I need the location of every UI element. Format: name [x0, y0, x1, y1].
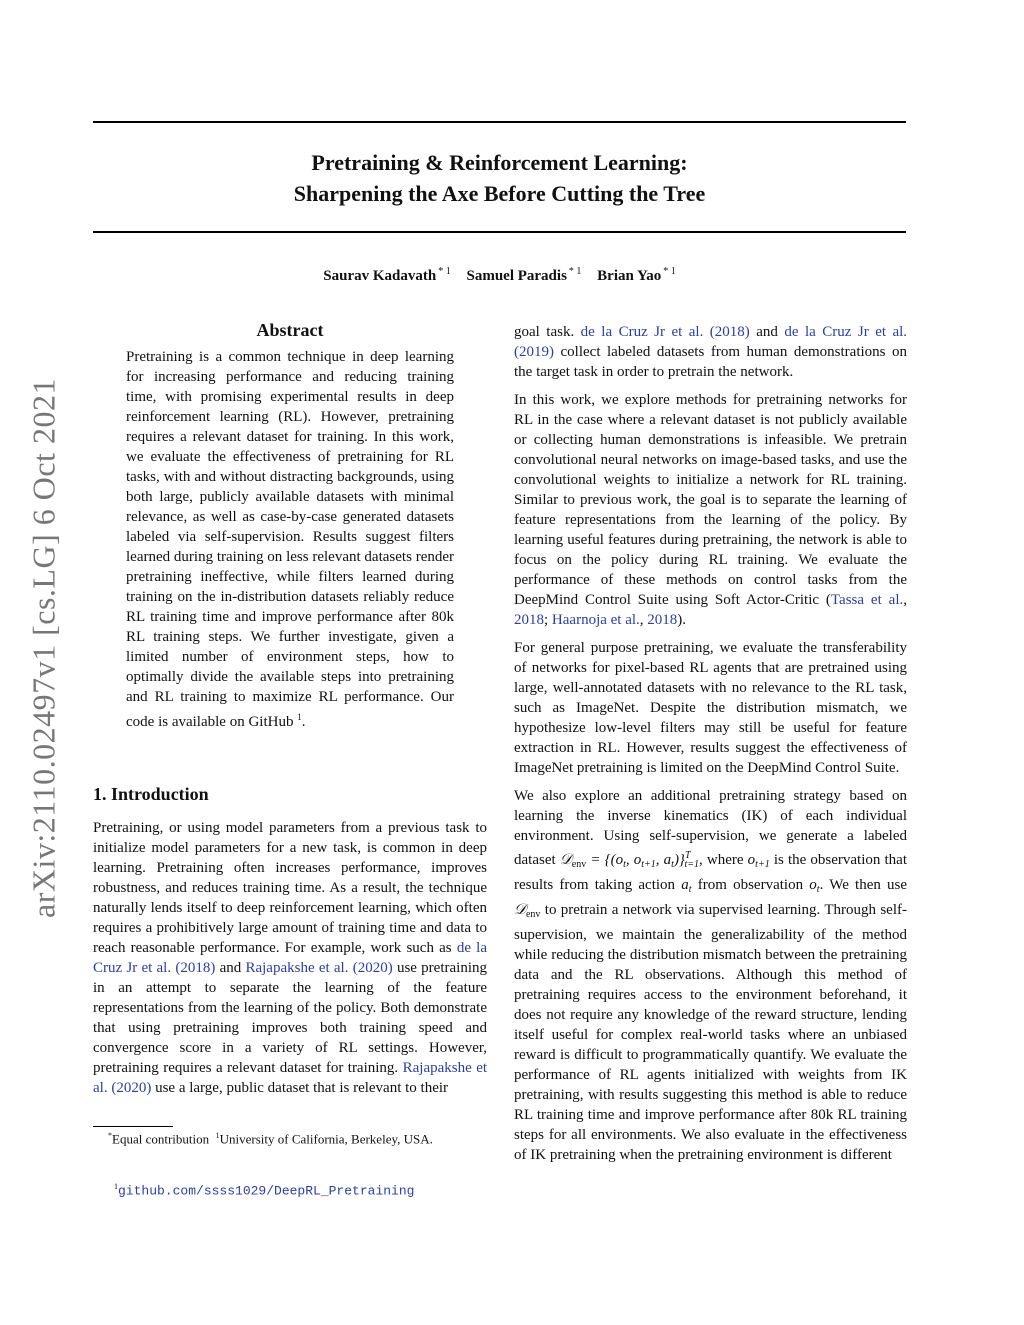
title-line-2: Sharpening the Axe Before Cutting the Tree	[293, 181, 706, 206]
paragraph: In this work, we explore methods for pretraining networks for RL in the case where a relevant dataset is not publicly available or collecting human demonstrations is infeasible. We pretrain convolutional neural networks on image-based tasks, and use the convolutional weights to initialize a network for RL training. Similar to previous work, the goal is to separate the learning of feature representations from the learning of the policy. By learning useful features during pretraining, the network is able to focus on the policy during RL training. We evaluate the performance of these methods on control tasks from the DeepMind Control Suite using Soft Actor-Critic (Tassa et al., 2018; Haarnoja et al., 2018).	[514, 392, 907, 628]
introduction-body: Pretraining, or using model parameters from a previous task to initialize model parameters for a new task, is common in deep learning. Pretraining often increases performance, improves robustness, and reduces training time. As a result, the technique naturally lends itself to deep reinforcement learning, which often requires a prohibitively large amount of training time and data to reach reasonable performance. For example, work such as de la Cruz Jr et al. (2018) and Rajapakshe et al. (2020) use pretraining in an attempt to separate the learning of the feature representations from the learning of the policy. Both demonstrate that using pretraining improves both training speed and convergence score in a variety of RL settings. However, pretraining requires a relevant dataset for training. Rajapakshe et al. (2020) use a large, public dataset that is relevant to their	[93, 820, 488, 1096]
citation-year-link[interactable]: 2018	[514, 612, 544, 628]
abstract-heading: Abstract	[256, 320, 324, 340]
math-dataset-symbol: 𝒟$_{env}$	[514, 902, 541, 920]
arxiv-id: arXiv:2110.02497v1 [cs.LG] 6 Oct 2021	[25, 378, 62, 918]
paragraph: goal task. de la Cruz Jr et al. (2018) and de la Cruz Jr et al. (2019) collect labeled datasets from human demonstrations on the target task in order to pretrain the network.	[514, 324, 908, 380]
section-heading-introduction: 1. Introduction	[93, 784, 209, 804]
citation-year-link[interactable]: (2019)	[514, 344, 554, 360]
footnote-ref[interactable]: 1	[297, 712, 302, 722]
title-top-rule	[93, 121, 906, 123]
citation-year-link[interactable]: (2020)	[352, 960, 393, 976]
abstract-body: Pretraining is a common technique in deep learning for increasing performance and reducing training time, with promising experimental results in deep reinforcement learning (RL). However, pretraining requires a relevant dataset for training. In this work, we evaluate the effectiveness of pretraining for RL tasks, with and without distracting backgrounds, using both large, publicly available datasets with minimal relevance, as well as case-by-case generated datasets labeled via self-supervision. Results suggest filters learned during training on less relevant datasets render pretraining ineffective, while filters learned during training on the in-distribution datasets reliably reduce RL training time and improve performance after 80k RL training steps. We further investigate, given a limited number of environment steps, how to optimally divide the available steps into pretraining and RL training to maximize RL performance. Our code is available on GitHub $^1$.	[126, 349, 454, 730]
citation-link[interactable]: Rajapakshe et al.	[245, 960, 349, 976]
math-next-observation: $o_{t+1}$	[747, 852, 770, 870]
citation-link[interactable]: Tassa et al.	[830, 592, 904, 608]
arxiv-stamp	[0, 0, 72, 1325]
citation-link[interactable]: de la Cruz Jr et al.	[580, 324, 704, 340]
paper-title	[93, 147, 906, 209]
citation-year-link[interactable]: 2018	[647, 612, 678, 628]
footnote-affiliations: *Equal contribution $^1$University of California, Berkeley, USA.	[108, 1131, 433, 1147]
title-bottom-rule	[93, 231, 906, 233]
citation-link[interactable]: Haarnoja et al.	[551, 612, 640, 628]
paragraph: For general purpose pretraining, we evaluate the transferability of networks for pixel-based RL agents that are pretrained using large, well-annotated datasets with no relevance to the RL task, such as ImageNet. Despite the distribution mismatch, we hypothesize low-level filters may still be useful for feature extraction in RL. However, results suggest the effectiveness of ImageNet pretraining is limited on the DeepMind Control Suite.	[514, 640, 907, 776]
code-url-link[interactable]: github.com/ssss1029/DeepRL_Pretraining	[118, 1183, 415, 1199]
author-list	[93, 266, 906, 285]
footnote-rule	[93, 1126, 173, 1127]
citation-year-link[interactable]: (2020)	[111, 1080, 152, 1096]
abstract-text: Pretraining is a common technique in deep learning for increasing performance and reducing training time, with promising experimental results in deep reinforcement learning (RL). However, pretraining requires a relevant dataset for training. In this work, we evaluate the effectiveness of pretraining for RL tasks, with and without distracting backgrounds, using both large, publicly available datasets with minimal relevance, as well as case-by-case generated datasets labeled via self-supervision. Results suggest filters learned during training on less relevant datasets render pretraining ineffective, while filters learned during training on the in-distribution datasets reliably reduce RL training time and improve performance after 80k RL training steps. We further investigate, given a limited number of environment steps, how to optimally divide the available steps into pretraining and RL training to maximize RL performance. Our code is available on GitHub	[126, 349, 454, 730]
citation-link[interactable]: de la Cruz Jr et al.	[784, 324, 908, 340]
math-dataset-definition: 𝒟$_{env}$ = {($o_t$, $o_{t+1}$, $a_t)\}^T_{t=1}$	[559, 850, 700, 870]
author: Saurav Kadavath $^{* 1}$	[323, 266, 451, 284]
footnote-code: $^1$github.com/ssss1029/DeepRL_Pretraining	[114, 1182, 415, 1199]
math-action: $a_t$	[681, 877, 692, 895]
citation-year-link[interactable]: (2018)	[709, 324, 750, 340]
title-line-1: Pretraining & Reinforcement Learning:	[311, 150, 688, 175]
math-observation: $o_t$	[809, 877, 820, 895]
citation-link[interactable]: Rajapakshe et al.	[93, 1060, 488, 1096]
author: Brian Yao $^{* 1}$	[597, 266, 676, 284]
citation-year-link[interactable]: (2018)	[175, 960, 216, 976]
right-column-body	[514, 322, 907, 1165]
paragraph: We also explore an additional pretraining strategy based on learning the inverse kinematics (IK) of each individual environment. Using self-supervision, we generate a labeled dataset 𝒟$_{env}$ = {($o_t$, $o_{t+1}$, $a_t)\}^T_{t=1}$, where $o_{t+1}$ is the observation that results from taking action $a_t$ from observation $o_t$. We then use 𝒟$_{env}$ to pretrain a network via supervised learning. Through self-supervision, we maintain the generalizability of the method while reducing the distribution mismatch between the pretraining data and the RL observations. Although this method of pretraining requires access to the environment beforehand, it does not require any knowledge of the reward structure, lending itself useful for complex real-world tasks where an unbiased reward is difficult to programmatically quantify. We evaluate the performance of RL agents initialized with weights from IK pretraining, with results suggesting this method is able to reduce RL training time and improve performance after 80k RL training steps for all environments. We also evaluate in the effectiveness of IK pretraining when the pretraining environment is different	[514, 788, 908, 1163]
author: Samuel Paradis $^{* 1}$	[466, 266, 582, 284]
citation-link[interactable]: de la Cruz Jr et al.	[93, 940, 487, 976]
